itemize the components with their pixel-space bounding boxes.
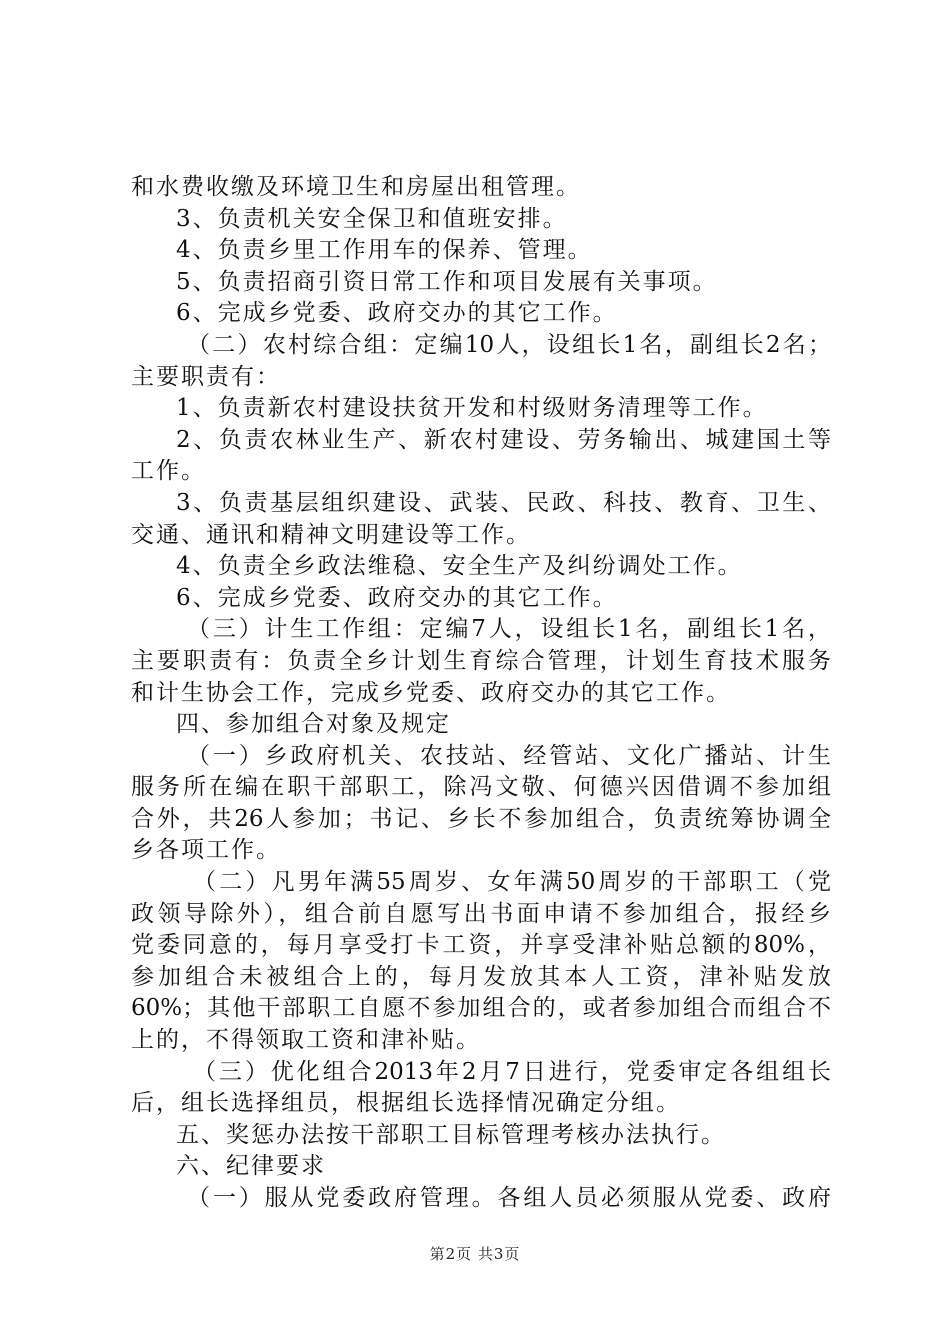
text-line: 3、负责机关安全保卫和值班安排。 [176,205,568,232]
text-line: （三）优化组合2013年2月7日进行，党委审定各组组长 [193,1058,831,1085]
text-line: 党委同意的，每月享受打卡工资，并享受津补贴总额的80%， [131,932,831,959]
text-line: （一）乡政府机关、农技站、经管站、文化广播站、计生 [187,742,831,769]
text-line: 6、完成乡党委、政府交办的其它工作。 [176,300,618,327]
section-heading: 四、参加组合对象及规定 [176,711,451,738]
text-line: 60%；其他干部职工自愿不参加组合的，或者参加组合而组合不 [131,995,831,1022]
text-line: 主要职责有： [131,363,281,390]
text-line: （二）农村综合组：定编10人，设组长1名，副组长2名； [187,331,831,358]
text-line: 和计生协会工作，完成乡党委、政府交办的其它工作。 [131,679,731,706]
text-line: 5、负责招商引资日常工作和项目发展有关事项。 [176,268,718,295]
text-line: 6、完成乡党委、政府交办的其它工作。 [176,584,618,611]
text-line: 交通、通讯和精神文明建设等工作。 [131,521,531,548]
text-line: 乡各项工作。 [131,837,281,864]
text-line: 服务所在编在职干部职工，除冯文敬、何德兴因借调不参加组 [131,774,831,801]
text-line: 4、负责全乡政法维稳、安全生产及纠纷调处工作。 [176,553,743,580]
document-body [131,172,831,1215]
text-line: （二）凡男年满55周岁、女年满50周岁的干部职工（党 [193,869,831,896]
text-line: 4、负责乡里工作用车的保养、管理。 [176,237,593,264]
text-line: 2、负责农林业生产、新农村建设、劳务输出、城建国土等 [176,426,831,453]
text-line: 上的，不得领取工资和津补贴。 [131,1027,481,1054]
text-line: （一）服从党委政府管理。各组人员必须服从党委、政府 [187,1185,831,1211]
text-line: （三）计生工作组：定编7人，设组长1名，副组长1名， [187,616,831,643]
text-line: 工作。 [131,458,206,485]
page-number-footer: 第2页 共3页 [429,1245,521,1263]
text-line: 参加组合未被组合上的，每月发放其本人工资，津补贴发放 [131,963,831,990]
text-line: 合外，共26人参加；书记、乡长不参加组合，负责统筹协调全 [131,805,831,832]
text-line: 后，组长选择组员，根据组长选择情况确定分组。 [131,1090,681,1117]
section-heading: 五、奖惩办法按干部职工目标管理考核办法执行。 [176,1121,726,1148]
text-line: 1、负责新农村建设扶贫开发和村级财务清理等工作。 [176,395,768,422]
text-line: 和水费收缴及环境卫生和房屋出租管理。 [131,174,581,200]
text-line: 主要职责有：负责全乡计划生育综合管理，计划生育技术服务 [131,647,831,674]
section-heading: 六、纪律要求 [176,1153,326,1180]
text-line: 政领导除外），组合前自愿写出书面申请不参加组合，报经乡 [131,900,831,927]
text-line: 3、负责基层组织建设、武装、民政、科技、教育、卫生、 [176,489,831,516]
